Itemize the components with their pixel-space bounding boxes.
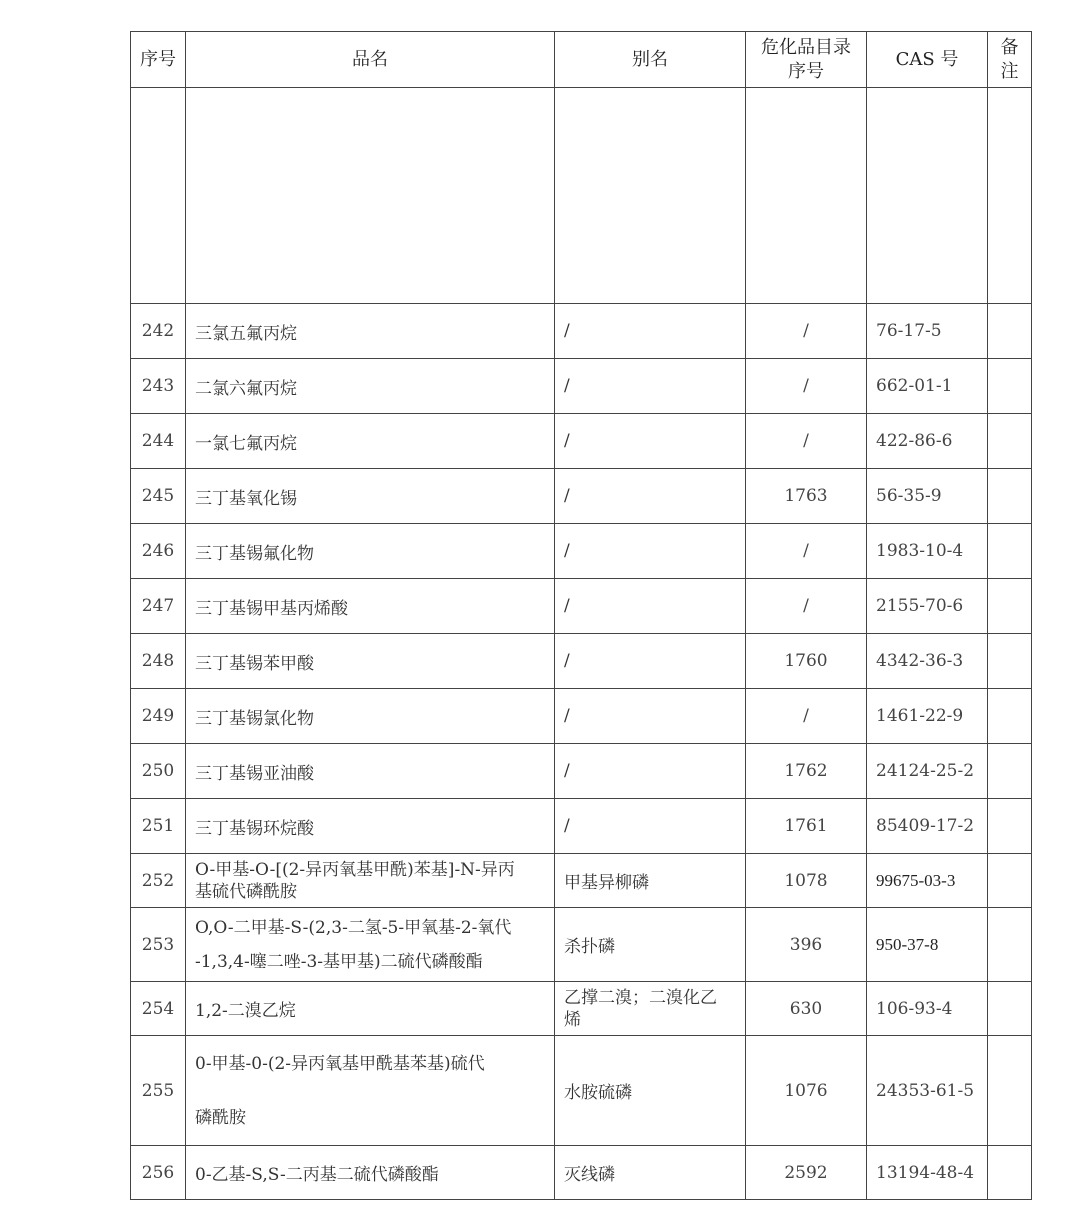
cell-name: 三丁基锡甲基丙烯酸 [186, 579, 555, 634]
header-remark-line1: 备 [1000, 36, 1019, 58]
cell-remark [988, 854, 1032, 908]
cell-alias: 甲基异柳磷 [555, 854, 746, 908]
cell-cas: 24353-61-5 [867, 1036, 988, 1146]
cell-seq: 253 [131, 908, 186, 982]
cell-seq: 252 [131, 854, 186, 908]
cell-seq: 247 [131, 579, 186, 634]
table-row [131, 304, 1032, 359]
cell-cas: 950-37-8 [867, 908, 988, 982]
cell-alias: / [555, 469, 746, 524]
cell-name: 三丁基锡氯化物 [186, 689, 555, 744]
cell-name: 三丁基锡氟化物 [186, 524, 555, 579]
cell-directory-no: 1763 [746, 469, 867, 524]
table-header-row [131, 32, 1032, 88]
cell-seq: 256 [131, 1146, 186, 1200]
cell-alias: / [555, 744, 746, 799]
cell-seq: 251 [131, 799, 186, 854]
cell-directory-no: / [746, 689, 867, 744]
cell-alias: 杀扑磷 [555, 908, 746, 982]
cell-directory-no: 2592 [746, 1146, 867, 1200]
cell-alias [555, 982, 746, 1036]
cell-alias: / [555, 634, 746, 689]
cell-cas: 4342-36-3 [867, 634, 988, 689]
cell-cas: 1461-22-9 [867, 689, 988, 744]
cell-remark [988, 524, 1032, 579]
cell-cas: 56-35-9 [867, 469, 988, 524]
header-cas: CAS 号 [867, 32, 988, 88]
cell-name-line2: -1,3,4-噻二唑-3-基甲基)二硫代磷酸酯 [195, 951, 483, 972]
cell-remark [988, 634, 1032, 689]
cell-seq: 248 [131, 634, 186, 689]
cell-empty [131, 88, 186, 304]
cell-seq: 249 [131, 689, 186, 744]
cell-alias: / [555, 414, 746, 469]
cell-name [186, 1036, 555, 1146]
table-row [131, 982, 1032, 1036]
cell-alias: / [555, 524, 746, 579]
cell-remark [988, 799, 1032, 854]
cell-cas: 422-86-6 [867, 414, 988, 469]
cell-seq: 254 [131, 982, 186, 1036]
cell-remark [988, 579, 1032, 634]
cell-name: 三丁基锡亚油酸 [186, 744, 555, 799]
cell-alias: / [555, 799, 746, 854]
table-row [131, 524, 1032, 579]
table-row [131, 799, 1032, 854]
cell-directory-no: / [746, 414, 867, 469]
cell-seq: 244 [131, 414, 186, 469]
cell-name [186, 854, 555, 908]
cell-name: 三丁基锡环烷酸 [186, 799, 555, 854]
table-row [131, 634, 1032, 689]
cell-seq: 255 [131, 1036, 186, 1146]
cell-remark [988, 1036, 1032, 1146]
cell-remark [988, 414, 1032, 469]
cell-seq: 250 [131, 744, 186, 799]
cell-remark [988, 982, 1032, 1036]
cell-empty [186, 88, 555, 304]
cell-alias-line1: 乙撑二溴；二溴化乙 [564, 987, 717, 1008]
header-directory-no [746, 32, 867, 88]
cell-directory-no: 1761 [746, 799, 867, 854]
cell-directory-no: / [746, 579, 867, 634]
cell-remark [988, 1146, 1032, 1200]
table-row [131, 469, 1032, 524]
cell-name [186, 908, 555, 982]
table-row [131, 1036, 1032, 1146]
cell-directory-no: 1076 [746, 1036, 867, 1146]
table-row [131, 744, 1032, 799]
cell-empty [988, 88, 1032, 304]
cell-name-line2: 基硫代磷酰胺 [195, 881, 297, 902]
cell-cas: 99675-03-3 [867, 854, 988, 908]
cell-name: 一氯七氟丙烷 [186, 414, 555, 469]
table-row [131, 359, 1032, 414]
cell-empty [746, 88, 867, 304]
table-row [131, 414, 1032, 469]
cell-name: 三丁基氧化锡 [186, 469, 555, 524]
cell-directory-no: 1760 [746, 634, 867, 689]
cell-alias-line2: 烯 [564, 1009, 581, 1030]
header-alias: 别名 [555, 32, 746, 88]
cell-name: 0-乙基-S,S-二丙基二硫代磷酸酯 [186, 1146, 555, 1200]
cell-name-line1: O-甲基-O-[(2-异丙氧基甲酰)苯基]-N-异丙 [195, 859, 515, 880]
cell-name: 二氯六氟丙烷 [186, 359, 555, 414]
cell-seq: 246 [131, 524, 186, 579]
header-remark [988, 32, 1032, 88]
cell-name: 三氯五氟丙烷 [186, 304, 555, 359]
cell-alias: / [555, 689, 746, 744]
cell-name: 三丁基锡苯甲酸 [186, 634, 555, 689]
cell-cas: 106-93-4 [867, 982, 988, 1036]
cell-name-line1: 0-甲基-0-(2-异丙氧基甲酰基苯基)硫代 [195, 1053, 485, 1074]
header-seq: 序号 [131, 32, 186, 88]
header-name: 品名 [186, 32, 555, 88]
table-row [131, 1146, 1032, 1200]
cell-name-line1: O,O-二甲基-S-(2,3-二氢-5-甲氧基-2-氧代 [195, 917, 512, 938]
header-remark-line2: 注 [1000, 60, 1019, 82]
cell-seq: 245 [131, 469, 186, 524]
cell-alias: / [555, 359, 746, 414]
cell-name-line2: 磷酰胺 [195, 1107, 246, 1128]
chemical-list-table [130, 31, 1032, 1200]
cell-empty [555, 88, 746, 304]
cell-remark [988, 744, 1032, 799]
table-row [131, 689, 1032, 744]
cell-alias: 灭线磷 [555, 1146, 746, 1200]
cell-cas: 13194-48-4 [867, 1146, 988, 1200]
cell-directory-no: 1078 [746, 854, 867, 908]
cell-alias: / [555, 304, 746, 359]
cell-seq: 243 [131, 359, 186, 414]
cell-remark [988, 908, 1032, 982]
table-row [131, 579, 1032, 634]
cell-directory-no: 396 [746, 908, 867, 982]
header-directory-no-line2: 序号 [788, 60, 824, 82]
cell-cas: 662-01-1 [867, 359, 988, 414]
table-row [131, 908, 1032, 982]
cell-name: 1,2-二溴乙烷 [186, 982, 555, 1036]
cell-directory-no: 630 [746, 982, 867, 1036]
cell-cas: 2155-70-6 [867, 579, 988, 634]
cell-empty [867, 88, 988, 304]
cell-directory-no: 1762 [746, 744, 867, 799]
cell-alias: / [555, 579, 746, 634]
table-row [131, 854, 1032, 908]
header-directory-no-line1: 危化品目录 [761, 36, 851, 58]
cell-remark [988, 304, 1032, 359]
cell-directory-no: / [746, 524, 867, 579]
cell-cas: 76-17-5 [867, 304, 988, 359]
cell-cas: 85409-17-2 [867, 799, 988, 854]
cell-remark [988, 359, 1032, 414]
cell-seq: 242 [131, 304, 186, 359]
table-row-empty [131, 88, 1032, 304]
cell-directory-no: / [746, 304, 867, 359]
cell-cas: 1983-10-4 [867, 524, 988, 579]
cell-remark [988, 689, 1032, 744]
cell-alias: 水胺硫磷 [555, 1036, 746, 1146]
cell-remark [988, 469, 1032, 524]
cell-cas: 24124-25-2 [867, 744, 988, 799]
cell-directory-no: / [746, 359, 867, 414]
